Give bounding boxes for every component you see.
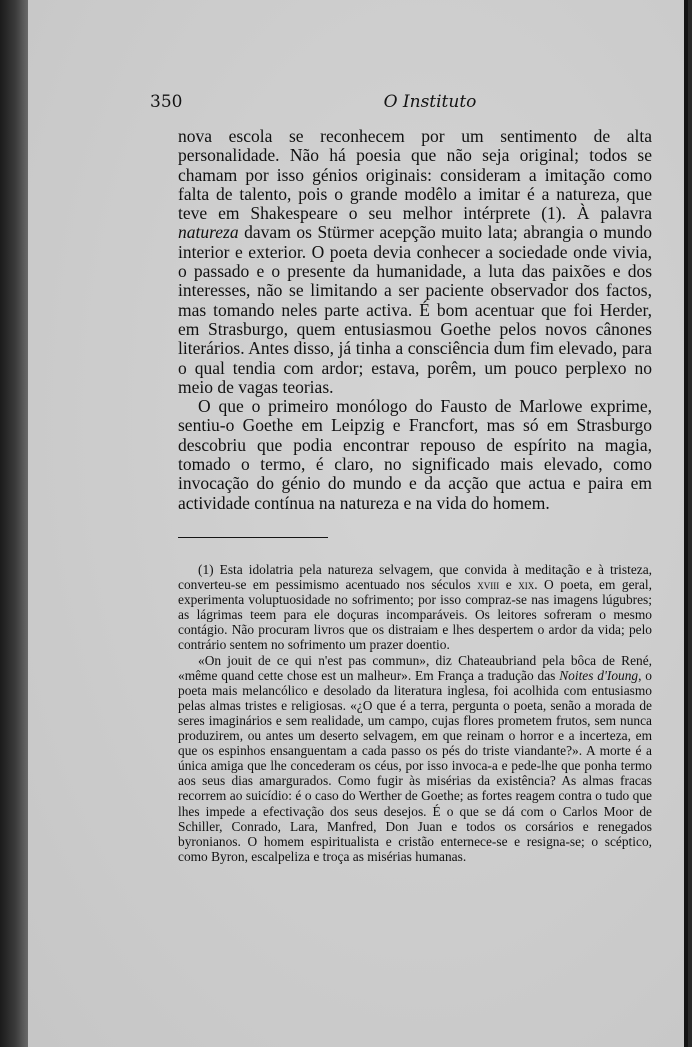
running-title: O Instituto [383, 92, 477, 112]
paragraph: nova escola se reconhecem por um sentimento de alta personalidade. Não há poesia que não seja original; todos se chamam por isso génios originais: consideram a imitação como falta de talento, pois o grande modêlo a imitar é a natureza, que teve em Shakespeare o seu melhor intérprete (1). À palavra natureza davam os Stürmer acepção muito lata; abrangia o mundo interior e exterior. O poeta devia conhecer a sociedade onde vivia, o passado e o presente da humanidade, a luta das paixões e dos interesses, não se limitando a ser paciente observador dos factos, mas tomando neles parte activa. É bom acentuar que foi Herder, em Strasburgo, quem entusiasmou Goethe pelos novos cânones literários. Antes disso, já tinha a consciência dum fim elevado, para o qual tendia com ardor; estava, porêm, um pouco perplexo no meio de vagas teorias. [178, 126, 652, 397]
footnote-separator [178, 537, 328, 538]
book-binding [0, 0, 28, 1047]
paragraph: O que o primeiro monólogo do Fausto de Marlowe exprime, sentiu-o Goethe em Leipzig e Francfort, mas só em Strasburgo descobriu que podia encontrar repouso de espírito na magia, tomado o termo, é claro, no significado mais elevado, como invocação do génio do mundo e da acção que actua e paira em actividade contínua na natureza e na vida do homem. [178, 396, 652, 513]
footnote-continuation: «On jouit de ce qui n'est pas commun», diz Chateaubriand pela bôca de René, «même quand cette chose est un malheur». Em França a tradução das Noites d'Ioung, o poeta mais melancólico e desolado da literatura inglesa, foi acolhida com entusiasmo pelas almas tristes e religiosas. «¿O que é a terra, pergunta o poeta, senão a morada de seres imaginários e sem realidade, um campo, cujas flores prometem frutos, sem nunca produzirem, ou antes um deserto selvagem, em que reinam o horror e a incerteza, em que os espinhos ensanguentam a cada passo os pés do triste viandante?». A morte é a única amiga que lhe concederam os céus, por isso invoca-a e pede-lhe que ponha termo aos seus dias amargurados. Como fugir às misérias da existência? As almas fracas recorrem ao suicídio: é o caso do Werther de Goethe; as fortes reagem contra o tudo que lhes impede a efectivação dos seus desejos. É o que se dá com o Carlos Moor de Schiller, Conrado, Lara, Manfred, Don Juan e todos os corsários e renegados byronianos. O homem espiritualista e cristão enternece-se e resigna-se; o scéptico, como Byron, escalpeliza e troça as misérias humanas. [178, 652, 653, 864]
page-number: 350 [150, 92, 183, 112]
emphasis: natureza [178, 222, 239, 243]
main-text [178, 127, 652, 513]
emphasis: Noites d'Ioung [559, 667, 639, 683]
footnotes [178, 562, 652, 864]
page-edge [684, 0, 688, 1047]
page-header [150, 92, 650, 114]
footnote: (1) Esta idolatria pela natureza selvagem, que convida à meditação e à tristeza, converteu-se em pessimismo acentuado nos séculos xviii e xix. O poeta, em geral, experimenta voluptuosidade no sofrimento; por isso compraz-se nas imagens lúgubres; as lágrimas teem para ele doçuras incomparáveis. Os leitores sofreram o mesmo contágio. Não procuram livros que os distraiam e lhes despertem o ardor da vida; pelo contrário sentem no sofrimento um prazer doentio. [178, 562, 653, 653]
